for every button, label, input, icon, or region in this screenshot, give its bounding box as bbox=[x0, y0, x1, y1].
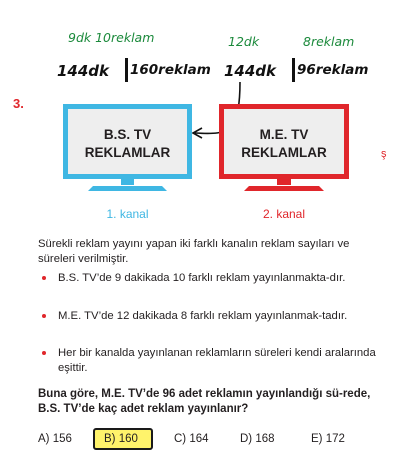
option-b[interactable]: B) 160 bbox=[104, 433, 138, 445]
handwritten-note-9dk-10reklam: 9dk 10reklam bbox=[68, 30, 155, 45]
handwritten-96reklam: 96reklam bbox=[297, 62, 369, 78]
side-mark: ş bbox=[381, 148, 387, 160]
handwritten-160reklam: 160reklam bbox=[130, 62, 211, 78]
handwritten-note-12dk: 12dk bbox=[228, 34, 260, 49]
question-text: Buna göre, M.E. TV’de 96 adet reklamın yayınlandığı sü-rede, B.S. TV’de kaç adet reklam yayınlanır? bbox=[38, 388, 371, 415]
tv-title-bs-line2: REKLAMLAR bbox=[84, 145, 171, 160]
tv-title-me-line2: REKLAMLAR bbox=[241, 145, 327, 160]
question-number: 3. bbox=[13, 96, 24, 111]
tv-stand-me bbox=[219, 179, 349, 195]
bullet-dot bbox=[42, 351, 46, 355]
handwritten-144dk-second: 144dk bbox=[224, 62, 277, 80]
bullet-3: Her bir kanalda yayınlanan reklamların süreleri kendi aralarında eşittir. bbox=[58, 347, 376, 374]
channel-label-2: 2. kanal bbox=[262, 207, 306, 221]
handwritten-note-8reklam: 8reklam bbox=[303, 34, 355, 49]
tv-screen-me bbox=[219, 104, 349, 179]
intro-text: Sürekli reklam yayını yapan iki farklı kanalın reklam sayıları ve süreleri verilmiştir. bbox=[38, 238, 350, 265]
tv-screen-bs bbox=[63, 104, 192, 179]
tv-stand-bs bbox=[63, 179, 192, 195]
option-e[interactable]: E) 172 bbox=[311, 433, 345, 445]
bullet-dot bbox=[42, 314, 46, 318]
option-a[interactable]: A) 156 bbox=[38, 433, 72, 445]
tv-title-bs-line1: B.S. TV bbox=[103, 127, 152, 142]
tv-title-me-line1: M.E. TV bbox=[259, 127, 309, 142]
handwritten-144dk-first: 144dk bbox=[57, 62, 110, 80]
bullet-2: M.E. TV’de 12 dakikada 8 farklı reklam yayınlanmak-tadır. bbox=[58, 310, 348, 322]
bullet-1: B.S. TV’de 9 dakikada 10 farklı reklam yayınlanmakta-dır. bbox=[58, 272, 346, 284]
option-d[interactable]: D) 168 bbox=[240, 433, 275, 445]
option-c[interactable]: C) 164 bbox=[174, 433, 209, 445]
bullet-dot bbox=[42, 276, 46, 280]
channel-label-1: 1. kanal bbox=[106, 207, 149, 221]
